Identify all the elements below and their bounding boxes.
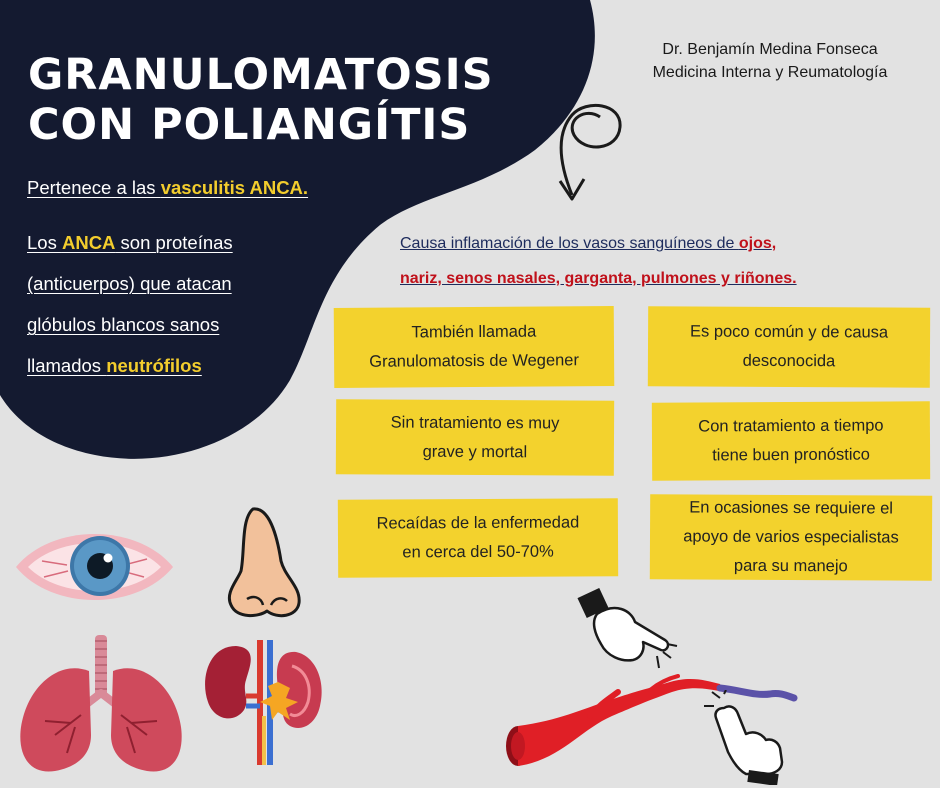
organ-ojos: ojos	[738, 235, 772, 252]
author-name: Dr. Benjamín Medina Fonseca	[662, 41, 878, 58]
title-line-1: GRANULOMATOSIS	[28, 50, 494, 100]
kidney-illustration	[202, 640, 327, 765]
organ-list: nariz, senos nasales, garganta, pulmones y riñones.	[400, 270, 797, 287]
pointing-hand-icon	[575, 588, 680, 673]
author-specialty: Medicina Interna y Reumatología	[652, 64, 888, 81]
card-specialists: En ocasiones se requiere el apoyo de varios especialistas para su manejo	[650, 494, 932, 580]
pointing-hand-icon	[700, 690, 790, 785]
curly-arrow-icon	[550, 95, 645, 210]
author-block	[600, 38, 940, 84]
highlight-anca: ANCA	[61, 232, 116, 253]
intro-line-2: Los ANCA son proteínas	[27, 232, 233, 253]
intro-line-1: Pertenece a las vasculitis ANCA.	[27, 177, 309, 198]
page-title	[28, 50, 494, 150]
eye-illustration	[12, 525, 177, 610]
cause-text: Causa inflamación de los vasos sanguíneos de ojos, nariz, senos nasales, garganta, pulmones y riñones.	[400, 235, 797, 287]
lungs-illustration	[15, 635, 187, 785]
card-without-treatment: Sin tratamiento es muy grave y mortal	[336, 399, 614, 475]
card-relapses: Recaídas de la enfermedad en cerca del 50-70%	[338, 498, 618, 577]
card-uncommon: Es poco común y de causa desconocida	[648, 306, 930, 387]
intro-line-5: llamados neutrófilos	[27, 355, 202, 376]
card-also-called: También llamada Granulomatosis de Wegener	[334, 306, 615, 388]
title-line-2: CON POLIANGÍTIS	[28, 100, 471, 150]
card-with-treatment: Con tratamiento a tiempo tiene buen pronóstico	[652, 401, 930, 480]
highlight-vasculitis: vasculitis ANCA.	[160, 177, 309, 198]
nose-illustration	[223, 505, 305, 620]
intro-line-4: glóbulos blancos sanos	[27, 314, 220, 335]
intro-line-3: (anticuerpos) que atacan	[27, 273, 232, 294]
highlight-neutrofilos: neutrófilos	[106, 355, 202, 376]
